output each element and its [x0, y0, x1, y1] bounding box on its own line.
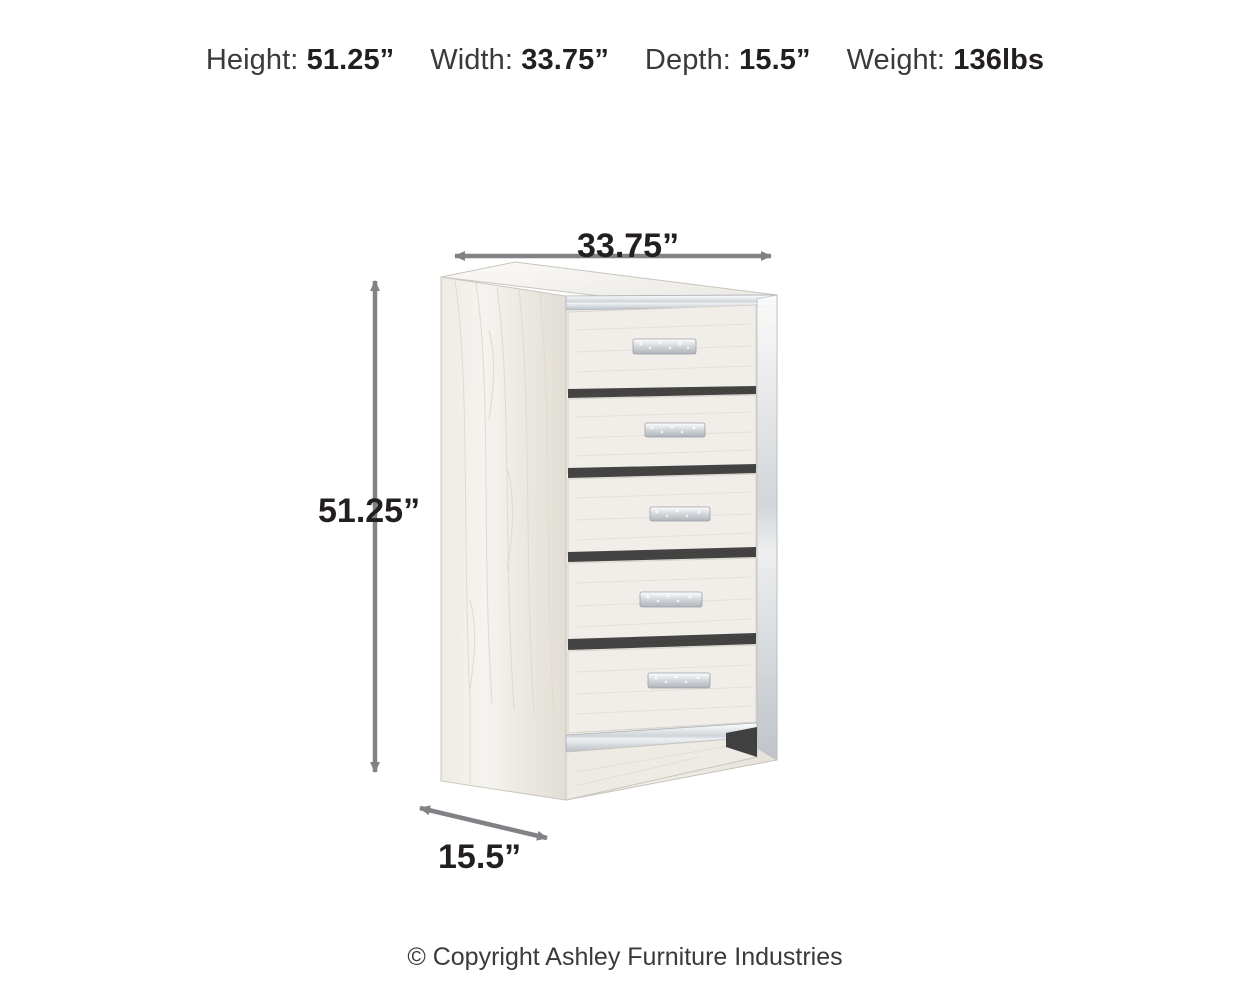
depth-dimension-label: 15.5” [438, 838, 522, 876]
spec-width-value: 33.75” [521, 44, 609, 76]
drawer-4 [568, 558, 756, 650]
drawer-5 [568, 645, 756, 733]
drawer-3 [568, 474, 756, 562]
drawer-1-handle [633, 339, 696, 354]
drawer-2-handle [645, 423, 705, 437]
right-chrome-edge [757, 295, 777, 760]
drawer-5-handle [648, 673, 710, 688]
width-dimension-label: 33.75” [577, 227, 680, 265]
copyright-notice: © Copyright Ashley Furniture Industries [407, 943, 843, 971]
drawer-3-handle [650, 507, 710, 521]
height-dimension-label: 51.25” [318, 492, 421, 530]
spec-depth-label: Depth: [644, 44, 731, 76]
spec-width-label: Width: [430, 44, 514, 76]
spec-height-value: 51.25” [306, 44, 395, 76]
drawer-4-handle [640, 592, 702, 607]
spec-height-label: Height: [205, 44, 299, 76]
spec-weight-value: 136lbs [953, 44, 1045, 76]
drawer-1 [568, 305, 756, 398]
depth-dimension-arrow [420, 808, 547, 838]
spec-weight-label: Weight: [846, 44, 946, 76]
chest-illustration [441, 262, 777, 800]
drawer-2 [568, 395, 756, 478]
spec-depth-value: 15.5” [739, 44, 811, 76]
